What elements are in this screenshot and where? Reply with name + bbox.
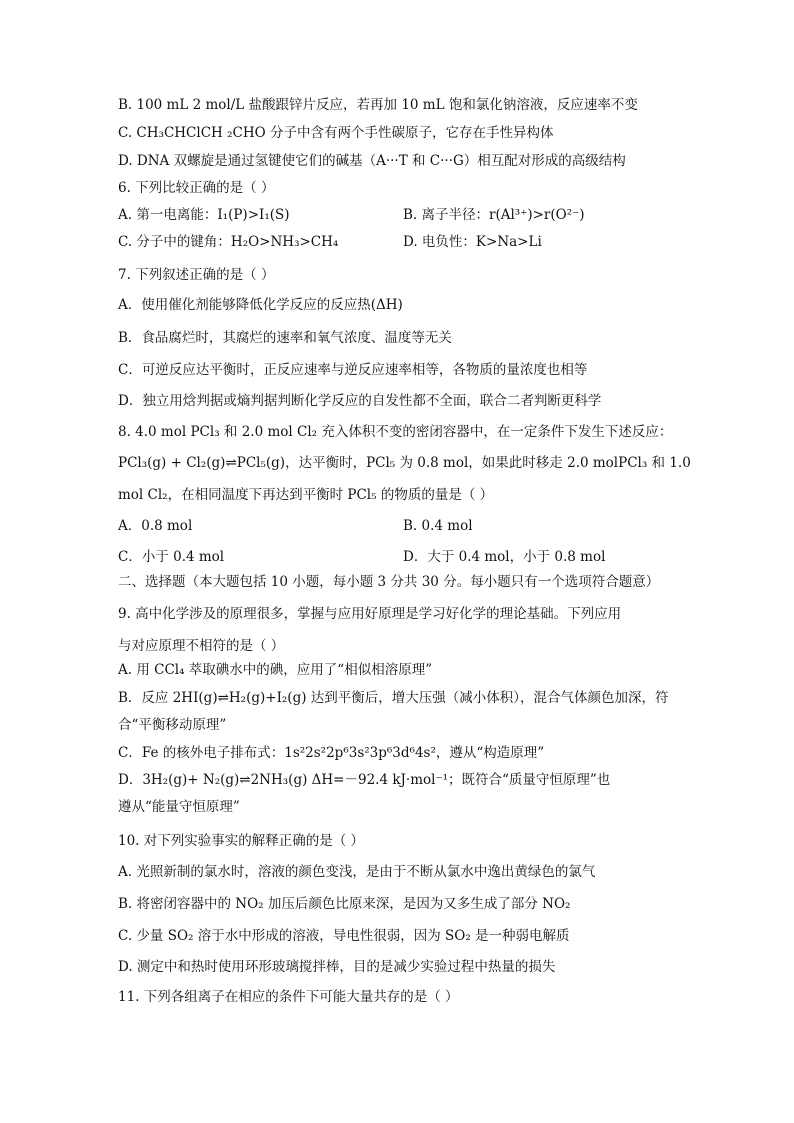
q7-option-c: C．可逆反应达平衡时，正反应速率与逆反应速率相等，各物质的量浓度也相等 [118,362,588,378]
q9-stem-line1: 9. 高中化学涉及的原理很多，掌握与应用好原理是学习好化学的理论基础。下列应用 [118,606,622,622]
section-two-heading: 二、选择题（本大题包括 10 小题，每小题 3 分共 30 分。每小题只有一个选项符合题意） [118,574,660,590]
q10-option-c: C. 少量 SO₂ 溶于水中形成的溶液，导电性很弱，因为 SO₂ 是一种弱电解质 [118,928,570,944]
q5-option-b: B. 100 mL 2 mol/L 盐酸跟锌片反应，若再加 10 mL 饱和氯化钠溶液，反应速率不变 [118,97,638,113]
q5-option-c: C. CH₃CHClCH ₂CHO 分子中含有两个手性碳原子，它存在手性异构体 [118,125,554,141]
q9-option-b-line2: 合“平衡移动原理” [118,717,227,733]
q9-option-d-line1: D．3H₂(g)+ N₂(g)⇌2NH₃(g) ΔH=－92.4 kJ·mol⁻¹；既符合“质量守恒原理”也 [118,772,611,788]
q7-option-d: D．独立用焓判据或熵判据判断化学反应的自发性都不全面，联合二者判断更科学 [118,393,602,409]
q6-option-d: D. 电负性：K>Na>Li [403,234,542,250]
q10-stem: 10. 对下列实验事实的解释正确的是（ ） [118,833,365,849]
q5-option-d: D. DNA 双螺旋是通过氢键使它们的碱基（A···T 和 C···G）相互配对形成的高级结构 [118,153,626,169]
q6-option-c: C. 分子中的键角：H₂O>NH₃>CH₄ [118,234,339,250]
q8-option-b: B. 0.4 mol [403,518,473,534]
q6-stem: 6. 下列比较正确的是（ ） [118,180,275,196]
q7-stem: 7. 下列叙述正确的是（ ） [118,267,275,283]
q9-option-a: A. 用 CCl₄ 萃取碘水中的碘，应用了“相似相溶原理” [118,662,433,678]
q9-option-c: C．Fe 的核外电子排布式：1s²2s²2p⁶3s²3p⁶3d⁶4s²，遵从“构造原理” [118,745,545,761]
q8-stem-line3: mol Cl₂，在相同温度下再达到平衡时 PCl₅ 的物质的量是（ ） [118,487,494,503]
q8-stem-line1: 8. 4.0 mol PCl₃ 和 2.0 mol Cl₂ 充入体积不变的密闭容器中，在一定条件下发生下述反应： [118,424,673,440]
q11-stem: 11. 下列各组离子在相应的条件下可能大量共存的是（ ） [118,989,459,1005]
q8-option-a: A．0.8 mol [118,518,193,534]
q9-stem-line2: 与对应原理不相符的是（ ） [118,638,285,654]
q7-option-b: B．食品腐烂时，其腐烂的速率和氧气浓度、温度等无关 [118,330,452,346]
q10-option-a: A. 光照新制的氯水时，溶液的颜色变浅，是由于不断从氯水中逸出黄绿色的氯气 [118,864,596,880]
q8-option-d: D．大于 0.4 mol，小于 0.8 mol [403,549,606,565]
q6-option-a: A. 第一电离能：I₁(P)>I₁(S) [118,207,290,223]
q8-stem-line2: PCl₃(g) + Cl₂(g)⇌PCl₅(g)，达平衡时，PCl₅ 为 0.8 mol，如果此时移走 2.0 molPCl₃ 和 1.0 [118,455,691,471]
q7-option-a: A．使用催化剂能够降低化学反应的反应热(ΔH) [118,297,403,313]
q9-option-d-line2: 遵从“能量守恒原理” [118,799,240,815]
q8-option-c: C．小于 0.4 mol [118,549,225,565]
q10-option-b: B. 将密闭容器中的 NO₂ 加压后颜色比原来深，是因为又多生成了部分 NO₂ [118,896,571,912]
q9-option-b-line1: B．反应 2HI(g)⇌H₂(g)+I₂(g) 达到平衡后，增大压强（减小体积），混合气体颜色加深，符 [118,690,669,706]
q6-option-b: B. 离子半径：r(Al³⁺)>r(O²⁻) [403,207,585,223]
q10-option-d: D. 测定中和热时使用环形玻璃搅拌棒，目的是减少实验过程中热量的损失 [118,959,556,975]
